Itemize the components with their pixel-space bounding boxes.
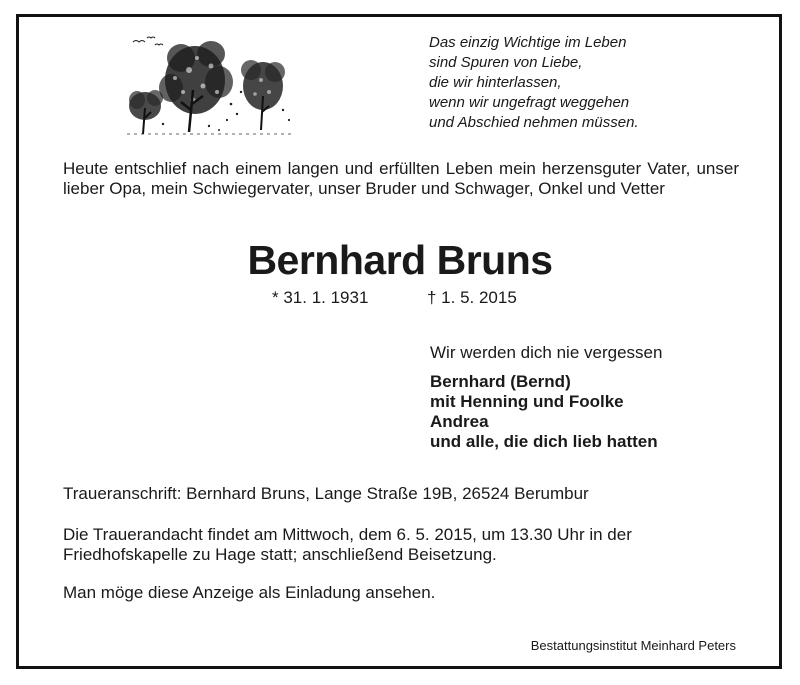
signer-line: Bernhard (Bernd) <box>430 372 571 391</box>
death-date: † 1. 5. 2015 <box>427 288 517 307</box>
poem-line: sind Spuren von Liebe, <box>429 54 583 71</box>
poem-line: die wir hinterlassen, <box>429 74 562 91</box>
trees-illustration <box>123 30 295 138</box>
poem-line: wenn wir ungefragt weggehen <box>429 94 630 111</box>
birth-date: * 31. 1. 1931 <box>272 288 369 307</box>
signers-block <box>430 372 658 452</box>
mourning-address: Traueranschrift: Bernhard Bruns, Lange Straße 19B, 26524 Berumbur <box>63 484 589 503</box>
service-details <box>63 525 743 565</box>
poem-line: Das einzig Wichtige im Leben <box>429 34 627 51</box>
poem-line: und Abschied nehmen müssen. <box>429 114 639 131</box>
service-line: Die Trauerandacht findet am Mittwoch, dem 6. 5. 2015, um 13.30 Uhr in der <box>63 525 632 544</box>
funeral-home-credit: Bestattungsinstitut Meinhard Peters <box>530 638 736 653</box>
farewell-line: Wir werden dich nie vergessen <box>430 343 663 362</box>
intro-paragraph: Heute entschlief nach einem langen und erfüllten Leben mein herzensguter Vater, unser lieber Opa, mein Schwiegervater, unser Bruder und Schwager, Onkel und Vetter <box>63 159 739 198</box>
signer-line: Andrea <box>430 412 489 431</box>
service-line: Friedhofskapelle zu Hage statt; anschließend Beisetzung. <box>63 545 497 564</box>
signer-line: und alle, die dich lieb hatten <box>430 432 658 451</box>
poem-quote <box>429 33 639 133</box>
deceased-name: Bernhard Bruns <box>247 237 553 283</box>
signer-line: mit Henning und Foolke <box>430 392 624 411</box>
invitation-note: Man möge diese Anzeige als Einladung ansehen. <box>63 583 436 602</box>
